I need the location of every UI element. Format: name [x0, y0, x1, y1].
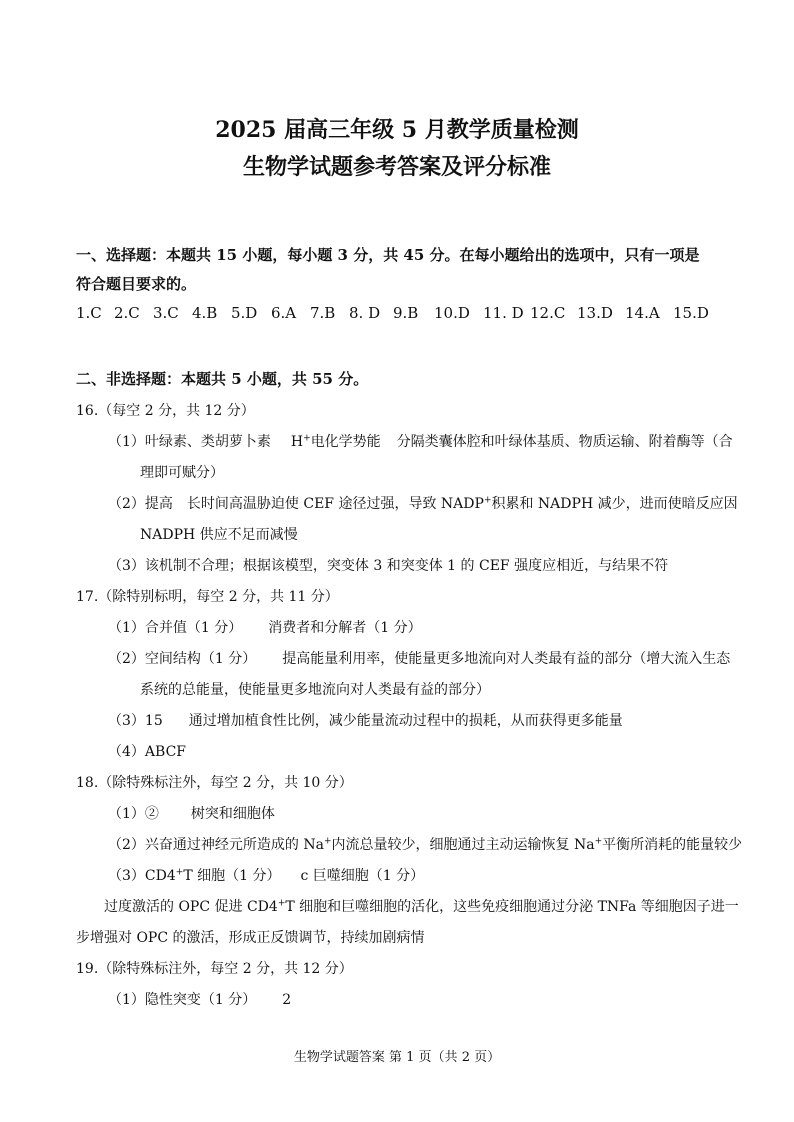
q16-a2-text2b: 积累和 NADPH 减少，进而使暗反应因	[491, 496, 738, 512]
q16-a1-text2b: 电化学势能	[310, 434, 381, 450]
q18-para-a: 过度激活的 OPC 促进 CD4	[104, 899, 278, 915]
q18-a1-text1: ②	[144, 806, 159, 822]
q16-answer-3	[108, 555, 668, 575]
page-footer: 生物学试题答案 第 1 页（共 2 页）	[293, 1050, 501, 1065]
q16-a3-text: 该机制不合理；根据该模型，突变体 3 和突变体 1 的 CEF 强度应相近，与结果不符	[144, 558, 669, 574]
q16-a1-sup: +	[303, 433, 311, 444]
q18-para-sup: +	[277, 898, 286, 909]
document-title: 2025 届高三年级 5 月教学质量检测	[215, 117, 579, 143]
q19-a1-text2: 2	[282, 992, 292, 1008]
q18-heading: 18.（除特殊标注外，每空 2 分，共 10 分）	[76, 775, 353, 791]
answer-10: 10.D	[434, 304, 470, 322]
answer-2: 2.C	[114, 304, 140, 322]
answer-1: 1.C	[76, 304, 102, 322]
q18-para-b: T 细胞和巨噬细胞的活化，这些免疫细胞通过分泌 TNFa 等细胞因子进一	[285, 899, 739, 915]
answer-4: 4.B	[192, 304, 218, 322]
q16-a1-label: （1）	[108, 434, 145, 450]
q18-answer-1	[108, 803, 275, 823]
q16-a2-text1: 提高	[144, 496, 173, 512]
q16-answer-1	[108, 431, 733, 451]
q19-answer-1	[108, 989, 291, 1009]
q18-paragraph	[104, 896, 739, 916]
q16-answer-2-cont: NADPH 供应不足而减慢	[140, 527, 298, 543]
answer-13: 13.D	[577, 304, 613, 322]
q18-a3-label: （3）	[108, 868, 145, 884]
answer-3: 3.C	[153, 304, 179, 322]
choice-answers	[76, 304, 709, 322]
q18-answer-3	[108, 865, 424, 885]
q17-answer-3	[108, 710, 623, 730]
q17-a3-label: （3）	[108, 713, 145, 729]
answer-6: 6.A	[271, 304, 297, 322]
q16-a2-label: （2）	[108, 496, 145, 512]
answer-5: 5.D	[231, 304, 258, 322]
q18-a2-sup1: +	[323, 836, 332, 847]
q16-answer-1-cont: 理即可赋分）	[140, 465, 224, 481]
document-subtitle: 生物学试题参考答案及评分标准	[242, 154, 551, 180]
q17-answer-4	[108, 741, 186, 761]
answer-12: 12.C	[530, 304, 566, 322]
answer-11: 11. D	[483, 304, 524, 322]
q18-a3-text1a: CD4	[144, 868, 176, 884]
q17-answer-2	[108, 648, 730, 668]
q16-heading: 16.（每空 2 分，共 12 分）	[76, 403, 255, 419]
q18-a2-text-c: 平衡所消耗的能量较少	[602, 837, 743, 853]
q18-a3-text2: c 巨噬细胞（1 分）	[300, 868, 425, 884]
answer-9: 9.B	[393, 304, 419, 322]
q16-a1-text2a: H	[290, 434, 304, 450]
q18-a1-label: （1）	[108, 806, 145, 822]
q19-heading: 19.（除特殊标注外，每空 2 分，共 12 分）	[76, 961, 353, 977]
q17-answer-2-cont: 系统的总能量，使能量更多地流向对人类最有益的部分）	[140, 682, 490, 698]
q17-a1-label: （1）	[108, 620, 145, 636]
q18-a1-text2: 树突和细胞体	[190, 806, 275, 822]
q16-a2-text2a: 长时间高温胁迫使 CEF 途径过强，导致 NADP	[186, 496, 484, 512]
answer-14: 14.A	[625, 304, 660, 322]
q18-a2-text-a: 兴奋通过神经元所造成的 Na	[144, 837, 324, 853]
q19-a1-label: （1）	[108, 992, 145, 1008]
q16-a1-text3: 分隔类囊体腔和叶绿体基质、物质运输、附着酶等（合	[396, 434, 733, 450]
section1-heading-line1: 一、选择题：本题共 15 小题，每小题 3 分，共 45 分。在每小题给出的选项中，只有一项是	[76, 246, 700, 264]
q17-a4-text: ABCF	[144, 744, 187, 760]
q17-heading: 17.（除特别标明，每空 2 分，共 11 分）	[76, 589, 339, 605]
q16-a1-text1: 叶绿素、类胡萝卜素	[144, 434, 271, 450]
q18-a2-sup2: +	[594, 836, 603, 847]
q18-a2-label: （2）	[108, 837, 145, 853]
section1-heading-line2: 符合题目要求的。	[76, 275, 197, 293]
answer-7: 7.B	[310, 304, 336, 322]
q16-a3-label: （3）	[108, 558, 145, 574]
q18-paragraph-cont: 步增强对 OPC 的激活，形成正反馈调节，持续加剧病情	[76, 930, 425, 946]
q17-a1-text1: 合并值（1 分）	[144, 620, 243, 636]
q16-a2-sup: +	[483, 495, 492, 506]
q17-a4-label: （4）	[108, 744, 145, 760]
q17-a2-text1: 空间结构（1 分）	[144, 651, 257, 667]
q17-answer-1	[108, 617, 422, 637]
q17-a2-text2: 提高能量利用率，使能量更多地流向对人类最有益的部分（增大流入生态	[282, 651, 731, 667]
q18-a3-sup: +	[175, 867, 184, 878]
answer-15: 15.D	[673, 304, 709, 322]
q18-answer-2	[108, 834, 742, 854]
answer-8: 8. D	[349, 304, 381, 322]
section2-heading: 二、非选择题：本题共 5 小题，共 55 分。	[76, 370, 369, 388]
q18-a2-text-b: 内流总量较少，细胞通过主动运输恢复 Na	[331, 837, 595, 853]
q17-a2-label: （2）	[108, 651, 145, 667]
q16-answer-2	[108, 493, 738, 513]
q17-a1-text2: 消费者和分解者（1 分）	[268, 620, 422, 636]
q19-a1-text1: 隐性突变（1 分）	[144, 992, 257, 1008]
q17-a3-text1: 15	[144, 713, 163, 729]
q17-a3-text2: 通过增加植食性比例，减少能量流动过程中的损耗，从而获得更多能量	[188, 713, 623, 729]
q18-a3-text1b: T 细胞（1 分）	[183, 868, 281, 884]
